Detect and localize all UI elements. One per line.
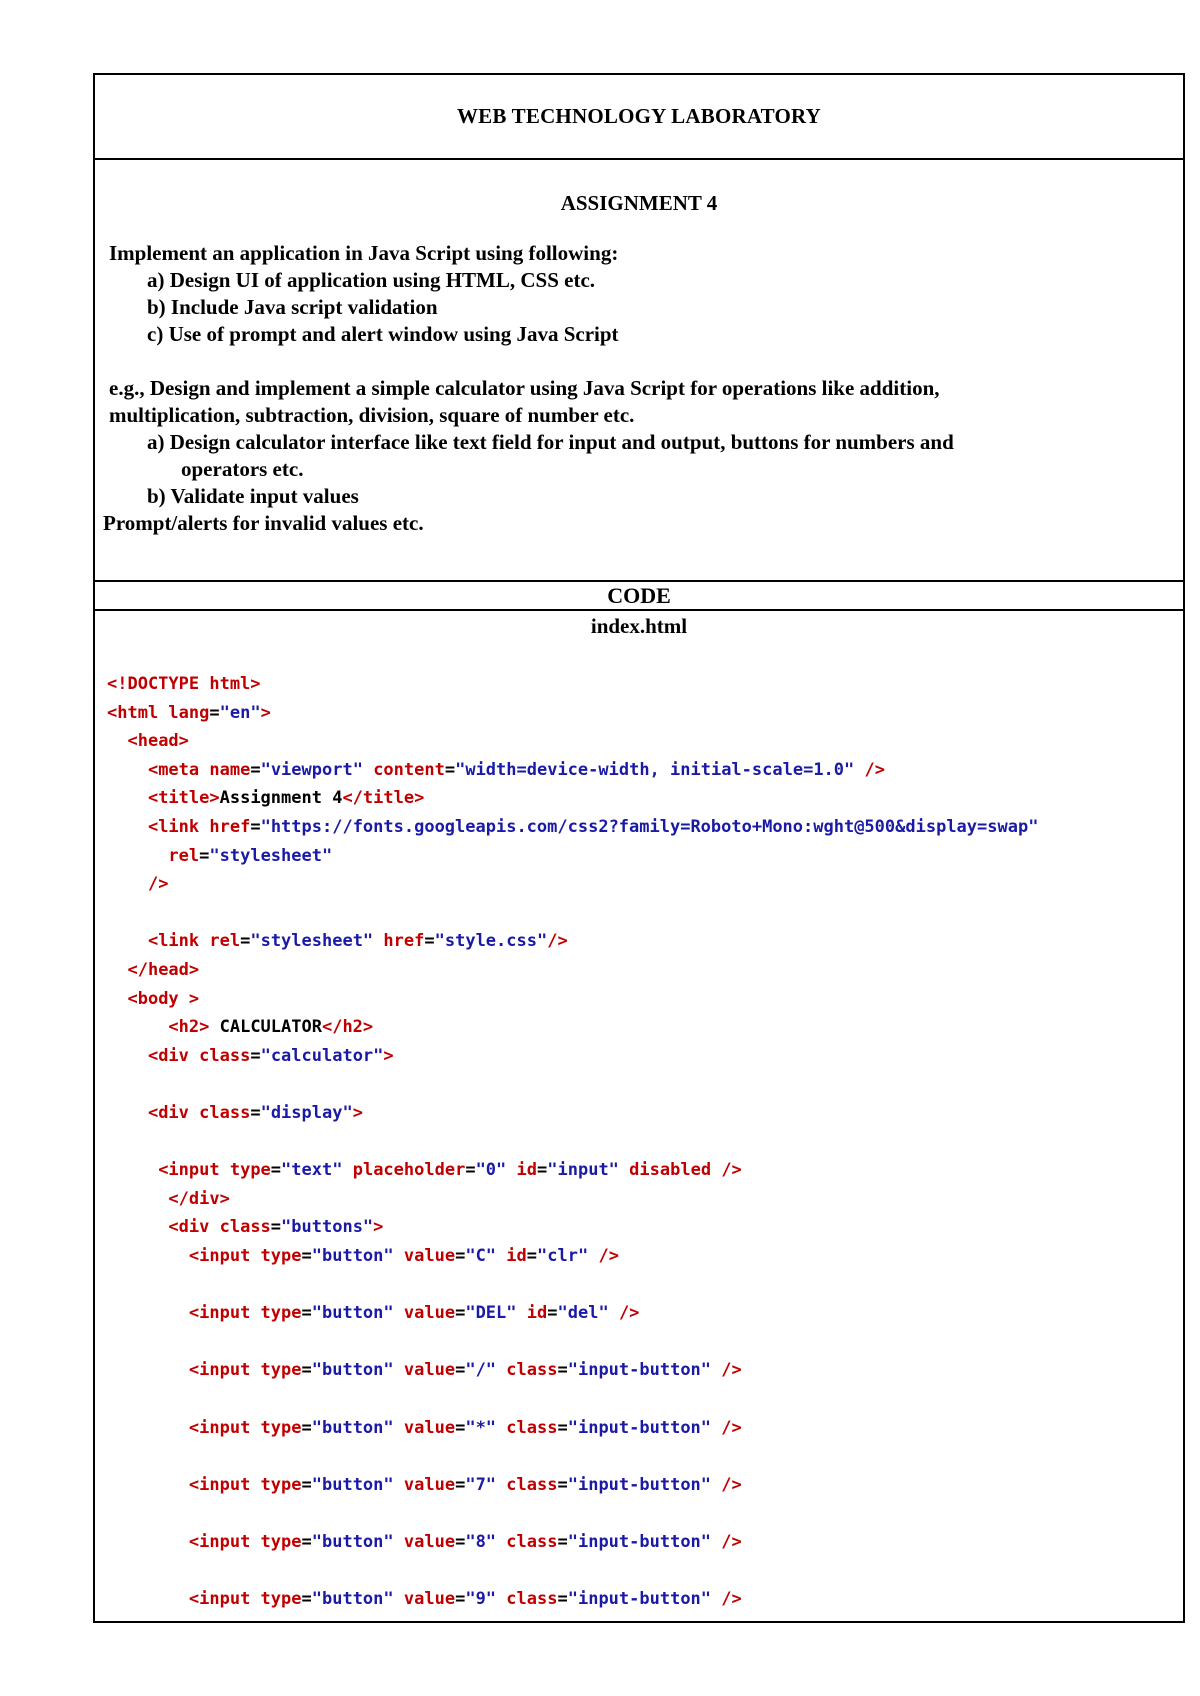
code-token [394, 1246, 404, 1266]
code-line [107, 1102, 363, 1124]
code-header: CODE [95, 580, 1183, 611]
code-token [496, 1360, 506, 1380]
assignment-intro: Implement an application in Java Script using following: [109, 241, 619, 265]
code-token [342, 1160, 352, 1180]
code-token: rel [168, 846, 200, 866]
code-token: "https://fonts.googleapis.com/css2?family=Roboto+Mono:wght@500&display=swap" [260, 817, 1039, 837]
code-token: /> [864, 760, 885, 780]
code-token: = [250, 1046, 261, 1066]
code-token: = [557, 1360, 568, 1380]
code-token [394, 1303, 404, 1323]
code-token: /> [721, 1418, 742, 1438]
code-token: = [455, 1532, 466, 1552]
code-token: name [209, 760, 251, 780]
example-item-a: a) Design calculator interface like text field for input and output, buttons for numbers and [147, 430, 954, 454]
code-token: class [506, 1532, 558, 1552]
code-token: /> [721, 1160, 742, 1180]
code-line [107, 816, 1038, 838]
code-token [107, 846, 168, 866]
code-token [107, 1475, 189, 1495]
code-token: <input [188, 1360, 261, 1380]
code-token: > [373, 1217, 384, 1237]
code-token: = [455, 1246, 466, 1266]
code-token [107, 1418, 189, 1438]
code-token [711, 1160, 721, 1180]
code-token [107, 1217, 168, 1237]
code-token [394, 1589, 404, 1609]
code-token: /> [618, 1303, 640, 1323]
code-line [107, 1188, 230, 1210]
code-token [711, 1532, 721, 1552]
code-token: </div> [168, 1189, 230, 1209]
code-token: "input" [547, 1160, 619, 1180]
code-token: "button" [311, 1589, 394, 1609]
code-token [107, 1246, 189, 1266]
code-token: "display" [260, 1103, 353, 1123]
code-token: <input [188, 1589, 261, 1609]
code-token: = [455, 1418, 466, 1438]
assignment-section [95, 160, 1183, 580]
code-token: "button" [311, 1475, 394, 1495]
code-line [107, 1016, 373, 1038]
code-token: > [260, 703, 271, 723]
code-token: type [260, 1532, 302, 1552]
code-token: "input-button" [567, 1360, 712, 1380]
code-token [107, 931, 148, 951]
code-token: value [403, 1532, 456, 1552]
code-token: type [260, 1246, 302, 1266]
code-token: = [270, 1217, 282, 1237]
code-token: <head> [127, 731, 189, 751]
code-token: rel [209, 931, 241, 951]
code-token [394, 1532, 404, 1552]
code-token [373, 931, 383, 951]
code-token: "button" [311, 1246, 394, 1266]
code-token [854, 760, 864, 780]
code-token: "width=device-width, initial-scale=1.0" [455, 760, 855, 780]
code-token: = [557, 1532, 568, 1552]
code-token: = [465, 1160, 476, 1180]
code-token [496, 1475, 506, 1495]
code-token: </h2> [321, 1017, 374, 1037]
code-token: "DEL" [465, 1303, 517, 1323]
code-token: /> [721, 1360, 742, 1380]
code-token: /> [721, 1475, 742, 1495]
code-token [394, 1475, 404, 1495]
code-token: </title> [342, 788, 425, 808]
assignment-title: ASSIGNMENT 4 [560, 191, 718, 215]
document-page [93, 73, 1185, 1623]
code-token: = [301, 1246, 312, 1266]
code-token [363, 760, 373, 780]
code-token: = [301, 1532, 312, 1552]
code-token [588, 1246, 598, 1266]
code-token: class [219, 1217, 271, 1237]
code-token: <div [168, 1217, 220, 1237]
code-token: = [301, 1589, 312, 1609]
code-token: > [352, 1103, 363, 1123]
code-token: "clr" [537, 1246, 589, 1266]
code-token: > [188, 989, 200, 1009]
code-token: href [209, 817, 251, 837]
code-line [107, 1045, 394, 1067]
code-token: = [547, 1303, 558, 1323]
assignment-item-a: a) Design UI of application using HTML, CSS etc. [147, 268, 596, 292]
code-token: = [270, 1160, 282, 1180]
code-token: = [455, 1360, 466, 1380]
code-token: type [260, 1589, 302, 1609]
code-line [107, 873, 168, 895]
code-token: = [557, 1418, 568, 1438]
code-token: class [506, 1418, 558, 1438]
example-line-2: multiplication, subtraction, division, square of number etc. [109, 403, 635, 427]
code-token [711, 1418, 721, 1438]
code-token: "7" [465, 1475, 497, 1495]
code-line [107, 1216, 383, 1238]
code-token: <h2> [168, 1017, 210, 1037]
code-token: "button" [311, 1303, 394, 1323]
code-token [711, 1475, 721, 1495]
code-token: type [260, 1303, 302, 1323]
code-token [107, 817, 148, 837]
code-token: "C" [465, 1246, 497, 1266]
code-line [107, 1159, 742, 1181]
code-token: = [250, 817, 261, 837]
code-token: "input-button" [567, 1475, 712, 1495]
code-token: <link [147, 931, 210, 951]
code-token: "button" [311, 1360, 394, 1380]
code-token: = [301, 1360, 312, 1380]
code-token: "*" [465, 1418, 497, 1438]
code-token [619, 1160, 629, 1180]
code-line [107, 1531, 742, 1553]
code-line [107, 930, 568, 952]
code-token: = [557, 1589, 568, 1609]
file-name: index.html [590, 614, 688, 638]
code-token: = [250, 760, 261, 780]
code-token [107, 731, 127, 751]
code-line [107, 1359, 742, 1381]
code-token [107, 960, 127, 980]
code-token [107, 1017, 168, 1037]
example-item-b: b) Validate input values [147, 484, 359, 508]
code-line [107, 988, 199, 1010]
code-token: class [506, 1589, 558, 1609]
code-token: "button" [311, 1532, 394, 1552]
code-token [107, 1103, 148, 1123]
code-token [107, 1532, 189, 1552]
code-line [107, 1474, 742, 1496]
code-token: = [455, 1589, 466, 1609]
code-token: <!DOCTYPE html> [107, 674, 261, 694]
code-token: "style.css" [434, 931, 548, 951]
code-token: "/" [465, 1360, 497, 1380]
code-token: "text" [281, 1160, 343, 1180]
code-token: value [403, 1360, 456, 1380]
code-token [107, 1160, 158, 1180]
code-token: /> [147, 874, 169, 894]
code-token: id [526, 1303, 548, 1323]
code-line [107, 1417, 742, 1439]
code-token: value [403, 1589, 456, 1609]
code-token: = [455, 1475, 466, 1495]
lab-title: WEB TECHNOLOGY LABORATORY [95, 75, 1183, 160]
code-line [107, 673, 261, 695]
code-token: <input [188, 1532, 261, 1552]
code-token [711, 1360, 721, 1380]
code-token [107, 1589, 189, 1609]
closing-line: Prompt/alerts for invalid values etc. [103, 511, 424, 535]
code-token: type [260, 1475, 302, 1495]
code-token: = [301, 1418, 312, 1438]
code-token [107, 1189, 168, 1209]
code-token [609, 1303, 619, 1323]
code-token: lang [168, 703, 210, 723]
code-line [107, 845, 332, 867]
code-token: id [506, 1246, 527, 1266]
code-token: <input [158, 1160, 230, 1180]
example-line-1: e.g., Design and implement a simple calculator using Java Script for operations like addition, [109, 376, 940, 400]
code-token [496, 1418, 506, 1438]
code-token: <input [188, 1303, 261, 1323]
code-token [107, 874, 148, 894]
code-line [107, 1302, 639, 1324]
code-token: type [229, 1160, 271, 1180]
code-token: "9" [465, 1589, 497, 1609]
code-token: "stylesheet" [209, 846, 333, 866]
code-token: type [260, 1360, 302, 1380]
code-token: Assignment 4 [219, 788, 343, 808]
code-token: <meta [147, 760, 210, 780]
code-token: id [516, 1160, 538, 1180]
code-token [107, 760, 148, 780]
code-line [107, 787, 424, 809]
code-token: <input [188, 1475, 261, 1495]
code-token: /> [547, 931, 568, 951]
code-token: class [199, 1046, 251, 1066]
code-token: placeholder [352, 1160, 466, 1180]
code-token [496, 1532, 506, 1552]
code-line [107, 959, 199, 981]
code-token: value [403, 1246, 456, 1266]
code-token [107, 1303, 189, 1323]
code-token: class [506, 1475, 558, 1495]
code-token [711, 1589, 721, 1609]
code-token: "input-button" [567, 1589, 712, 1609]
code-token [107, 788, 148, 808]
code-token: <div [147, 1046, 200, 1066]
code-token [496, 1246, 506, 1266]
code-token: = [455, 1303, 466, 1323]
code-line [107, 730, 189, 752]
code-token: = [301, 1303, 312, 1323]
example-item-a-cont: operators etc. [181, 457, 304, 481]
code-token: "button" [311, 1418, 394, 1438]
code-token: content [373, 760, 445, 780]
code-token: "input-button" [567, 1532, 712, 1552]
code-token: = [526, 1246, 538, 1266]
code-token: > [383, 1046, 394, 1066]
code-line [107, 1245, 619, 1267]
code-token: value [403, 1303, 456, 1323]
code-line [107, 1588, 742, 1610]
code-token: href [383, 931, 425, 951]
code-token: /> [598, 1246, 619, 1266]
code-token: CALCULATOR [209, 1017, 322, 1037]
code-token: value [403, 1475, 456, 1495]
code-token: "en" [219, 703, 261, 723]
code-token: = [444, 760, 456, 780]
code-token: = [424, 931, 435, 951]
code-token: "buttons" [281, 1217, 374, 1237]
code-token: "viewport" [260, 760, 363, 780]
code-token: <input [188, 1418, 261, 1438]
code-token: <link [147, 817, 210, 837]
code-token: "calculator" [260, 1046, 384, 1066]
code-token: = [301, 1475, 312, 1495]
code-token [107, 989, 127, 1009]
code-token: type [260, 1418, 302, 1438]
code-token [107, 1360, 189, 1380]
code-token: class [199, 1103, 251, 1123]
code-token: <input [188, 1246, 261, 1266]
code-token [394, 1360, 404, 1380]
code-token: "stylesheet" [250, 931, 374, 951]
code-token: value [403, 1418, 456, 1438]
code-token: <div [147, 1103, 200, 1123]
code-token [506, 1160, 516, 1180]
code-token: /> [721, 1589, 742, 1609]
code-token: "0" [475, 1160, 507, 1180]
code-token: disabled [629, 1160, 712, 1180]
code-token: "input-button" [567, 1418, 712, 1438]
code-token: = [250, 1103, 261, 1123]
code-token: <body [127, 989, 189, 1009]
code-token: = [240, 931, 251, 951]
code-token: </head> [127, 960, 200, 980]
code-token: "8" [465, 1532, 497, 1552]
code-token: /> [721, 1532, 742, 1552]
code-token: = [537, 1160, 548, 1180]
code-token [107, 1046, 148, 1066]
code-token [394, 1418, 404, 1438]
code-line [107, 702, 271, 724]
assignment-item-b: b) Include Java script validation [147, 295, 438, 319]
code-token: <html [107, 703, 169, 723]
code-token: class [506, 1360, 558, 1380]
code-token [496, 1589, 506, 1609]
code-token: <title> [147, 788, 220, 808]
code-token: = [557, 1475, 568, 1495]
assignment-item-c: c) Use of prompt and alert window using Java Script [147, 322, 619, 346]
code-token: "del" [557, 1303, 609, 1323]
code-token [517, 1303, 527, 1323]
code-token: = [199, 846, 210, 866]
code-token: = [209, 703, 220, 723]
code-line [107, 759, 885, 781]
